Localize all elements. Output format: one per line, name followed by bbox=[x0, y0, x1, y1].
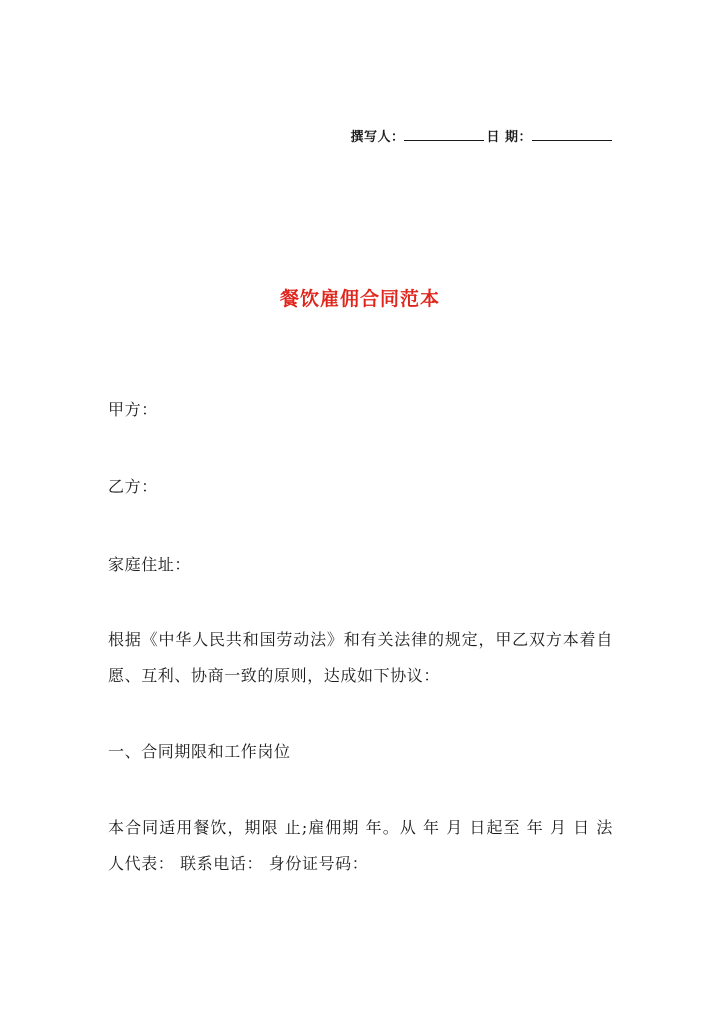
author-date-line bbox=[350, 126, 612, 145]
date-label: 日 期： bbox=[486, 130, 532, 145]
author-blank bbox=[404, 128, 484, 141]
section-1-body: 本合同适用餐饮，期限 止;雇佣期 年。从 年 月 日起至 年 月 日 法人代表： 联系电话： 身份证号码： bbox=[108, 818, 613, 873]
section-1-heading: 一、合同期限和工作岗位 bbox=[108, 742, 291, 761]
document-title: 餐饮雇佣合同范本 bbox=[279, 288, 440, 310]
author-label: 撰写人： bbox=[350, 130, 405, 145]
intro-paragraph: 根据《中华人民共和国劳动法》和有关法律的规定，甲乙双方本着自愿、互利、协商一致的原则，达成如下协议： bbox=[108, 630, 613, 685]
date-blank bbox=[532, 128, 612, 141]
party-b-line: 乙方： bbox=[108, 477, 158, 496]
home-address-line: 家庭住址： bbox=[108, 555, 192, 574]
party-a-line: 甲方： bbox=[108, 400, 158, 419]
